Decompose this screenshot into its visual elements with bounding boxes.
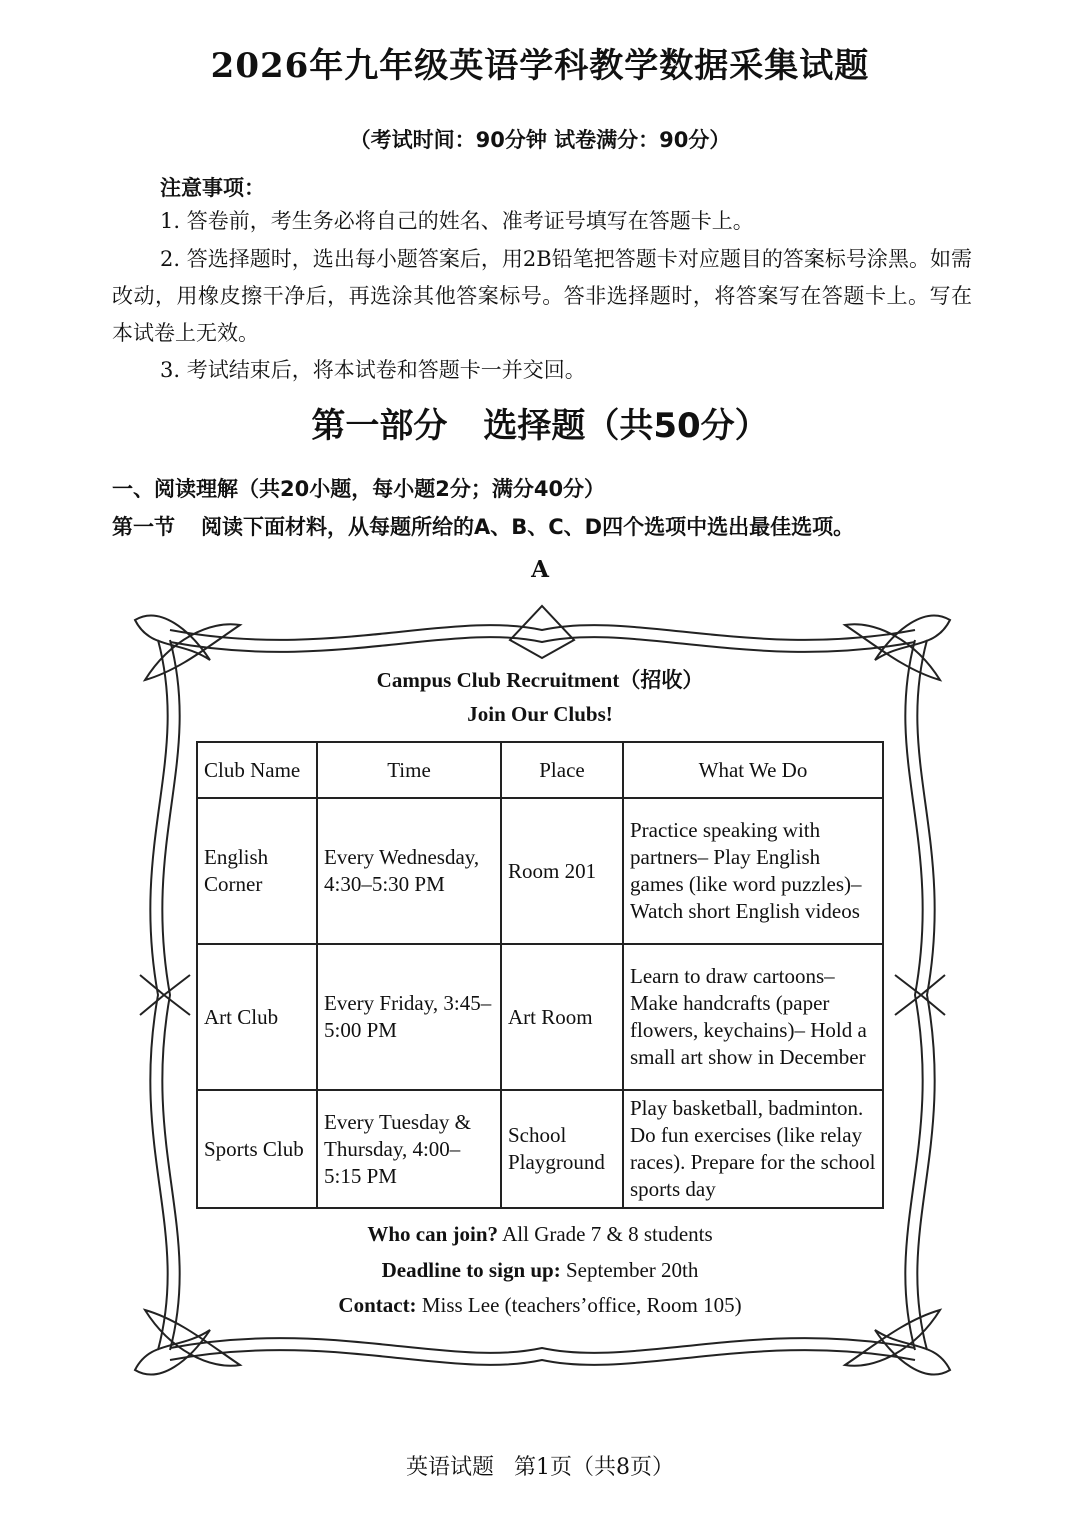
time-cell: Every Friday, 3:45–5:00 PM bbox=[317, 944, 501, 1090]
contact-label: Contact: bbox=[338, 1293, 417, 1317]
part-title-left: 第一部分 bbox=[311, 406, 448, 446]
deadline-value: September 20th bbox=[565, 1258, 699, 1282]
who-can-join bbox=[0, 1222, 1080, 1247]
activities-cell: Learn to draw cartoons– Make handcrafts (paper flowers, keychains)– Hold a small art show in December bbox=[623, 944, 883, 1090]
notice-item-2: 2. 答选择题时，选出每小题答案后，用2B铅笔把答题卡对应题目的答案标号涂黑。如需改动，用橡皮擦干净后，再选涂其他答案标号。答非选择题时，将答案写在答题卡上。写在本试卷上无效。 bbox=[112, 247, 972, 345]
section-heading: 一、阅读理解（共20小题，每小题2分；满分40分） bbox=[112, 477, 606, 501]
place-cell: Art Room bbox=[501, 944, 623, 1090]
exam-subtitle: （考试时间：90分钟 试卷满分：90分） bbox=[349, 128, 731, 152]
header-activities: What We Do bbox=[623, 742, 883, 798]
deadline bbox=[0, 1258, 1080, 1283]
table-row bbox=[197, 1090, 883, 1208]
time-cell: Every Tuesday & Thursday, 4:00–5:15 PM bbox=[317, 1090, 501, 1208]
contact bbox=[0, 1293, 1080, 1318]
who-value: All Grade 7 & 8 students bbox=[502, 1222, 713, 1246]
notice-heading: 注意事项： bbox=[160, 176, 265, 200]
footer-subject: 英语试题 bbox=[405, 1455, 494, 1480]
who-label: Who can join? bbox=[367, 1222, 499, 1246]
notice-item-3: 3. 考试结束后，将本试卷和答题卡一并交回。 bbox=[160, 358, 586, 382]
header-place: Place bbox=[501, 742, 623, 798]
header-club-name: Club Name bbox=[197, 742, 317, 798]
table-row bbox=[197, 944, 883, 1090]
club-name-cell: English Corner bbox=[197, 798, 317, 944]
club-name-cell: Sports Club bbox=[197, 1090, 317, 1208]
notice-item-1: 1. 答卷前，考生务必将自己的姓名、准考证号填写在答题卡上。 bbox=[160, 209, 754, 233]
place-cell: Room 201 bbox=[501, 798, 623, 944]
contact-value: Miss Lee (teachers’office, Room 105) bbox=[421, 1293, 742, 1317]
club-name-cell: Art Club bbox=[197, 944, 317, 1090]
section-text: 阅读下面材料，从每题所给的A、B、C、D四个选项中选出最佳选项。 bbox=[201, 515, 855, 539]
club-table bbox=[196, 741, 884, 1209]
section-instruction bbox=[112, 511, 854, 541]
section-label: 第一节 bbox=[112, 515, 175, 539]
poster-title: Campus Club Recruitment（招收） bbox=[376, 668, 704, 692]
time-cell: Every Wednesday, 4:30–5:30 PM bbox=[317, 798, 501, 944]
table-row bbox=[197, 798, 883, 944]
deadline-label: Deadline to sign up: bbox=[381, 1258, 561, 1282]
passage-label: A bbox=[531, 556, 549, 583]
footer-page: 第1页（共8页） bbox=[514, 1455, 674, 1480]
header-time: Time bbox=[317, 742, 501, 798]
activities-cell: Practice speaking with partners– Play English games (like word puzzles)– Watch short English videos bbox=[623, 798, 883, 944]
part-title bbox=[0, 398, 1080, 447]
table-header-row bbox=[197, 742, 883, 798]
poster-subtitle: Join Our Clubs! bbox=[467, 702, 613, 726]
activities-cell: Play basketball, badminton. Do fun exercises (like relay races). Prepare for the school sports day bbox=[623, 1090, 883, 1208]
page-footer bbox=[0, 1450, 1080, 1481]
part-title-right: 选择题（共50分） bbox=[483, 406, 769, 446]
exam-title: 2026年九年级英语学科教学数据采集试题 bbox=[210, 46, 870, 86]
place-cell: School Playground bbox=[501, 1090, 623, 1208]
